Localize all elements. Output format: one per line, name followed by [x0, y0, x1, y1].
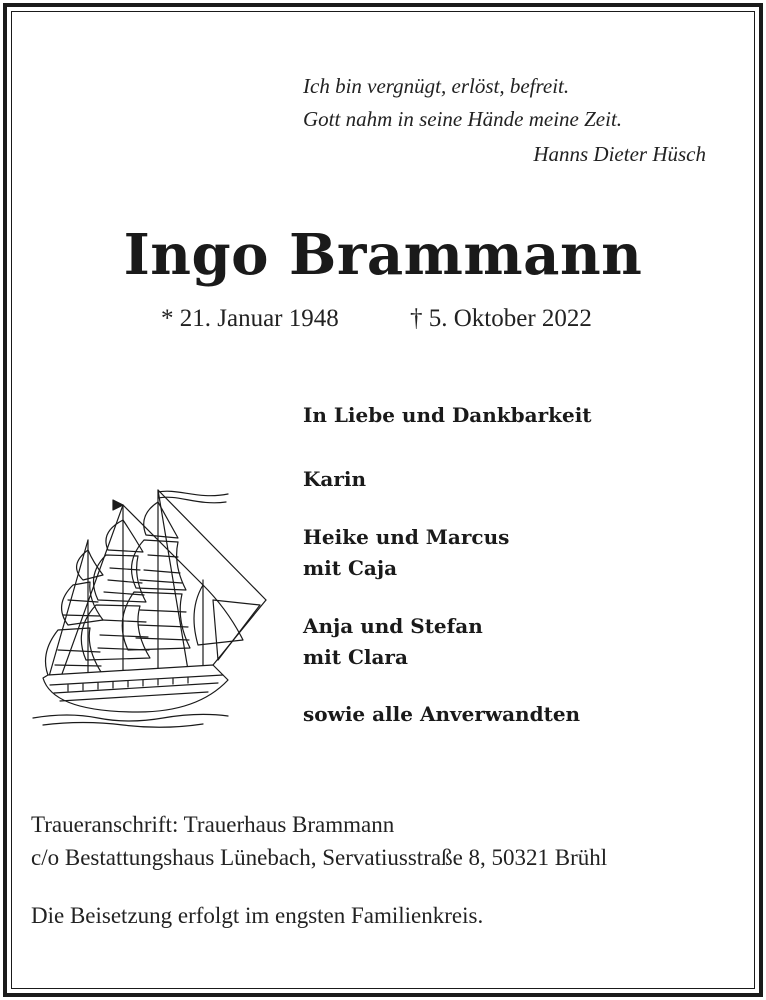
- birth-date: * 21. Januar 1948: [161, 305, 339, 332]
- quote-line-1: Ich bin vergnügt, erlöst, befreit.: [303, 74, 570, 98]
- address-line-1: Traueranschrift: Trauerhaus Brammann: [31, 812, 395, 837]
- mourners-list: [303, 400, 592, 730]
- quote-line-2: Gott nahm in seine Hände meine Zeit.: [303, 107, 623, 131]
- mourners-closing: sowie alle Anverwandten: [303, 702, 581, 726]
- quote-author: Hanns Dieter Hüsch: [533, 142, 706, 166]
- sailing-ship-icon: [28, 480, 268, 730]
- poem-quote: [303, 70, 622, 136]
- mourner-family-1-names: Heike und Marcus: [303, 525, 510, 549]
- address-line-2: c/o Bestattungshaus Lünebach, Servatiusstraße 8, 50321 Brühl: [31, 845, 608, 870]
- mourners-intro: In Liebe und Dankbarkeit: [303, 403, 592, 427]
- deceased-name: Ingo Brammann: [123, 222, 643, 288]
- mourning-address: [31, 808, 607, 874]
- mourner-family-1-child: mit Caja: [303, 556, 398, 580]
- mourner-family-2-child: mit Clara: [303, 645, 408, 669]
- mourner-family-2-names: Anja und Stefan: [303, 614, 483, 638]
- death-date: † 5. Oktober 2022: [410, 305, 592, 332]
- mourner-karin: Karin: [303, 467, 367, 491]
- burial-note: Die Beisetzung erfolgt im engsten Familienkreis.: [31, 903, 484, 928]
